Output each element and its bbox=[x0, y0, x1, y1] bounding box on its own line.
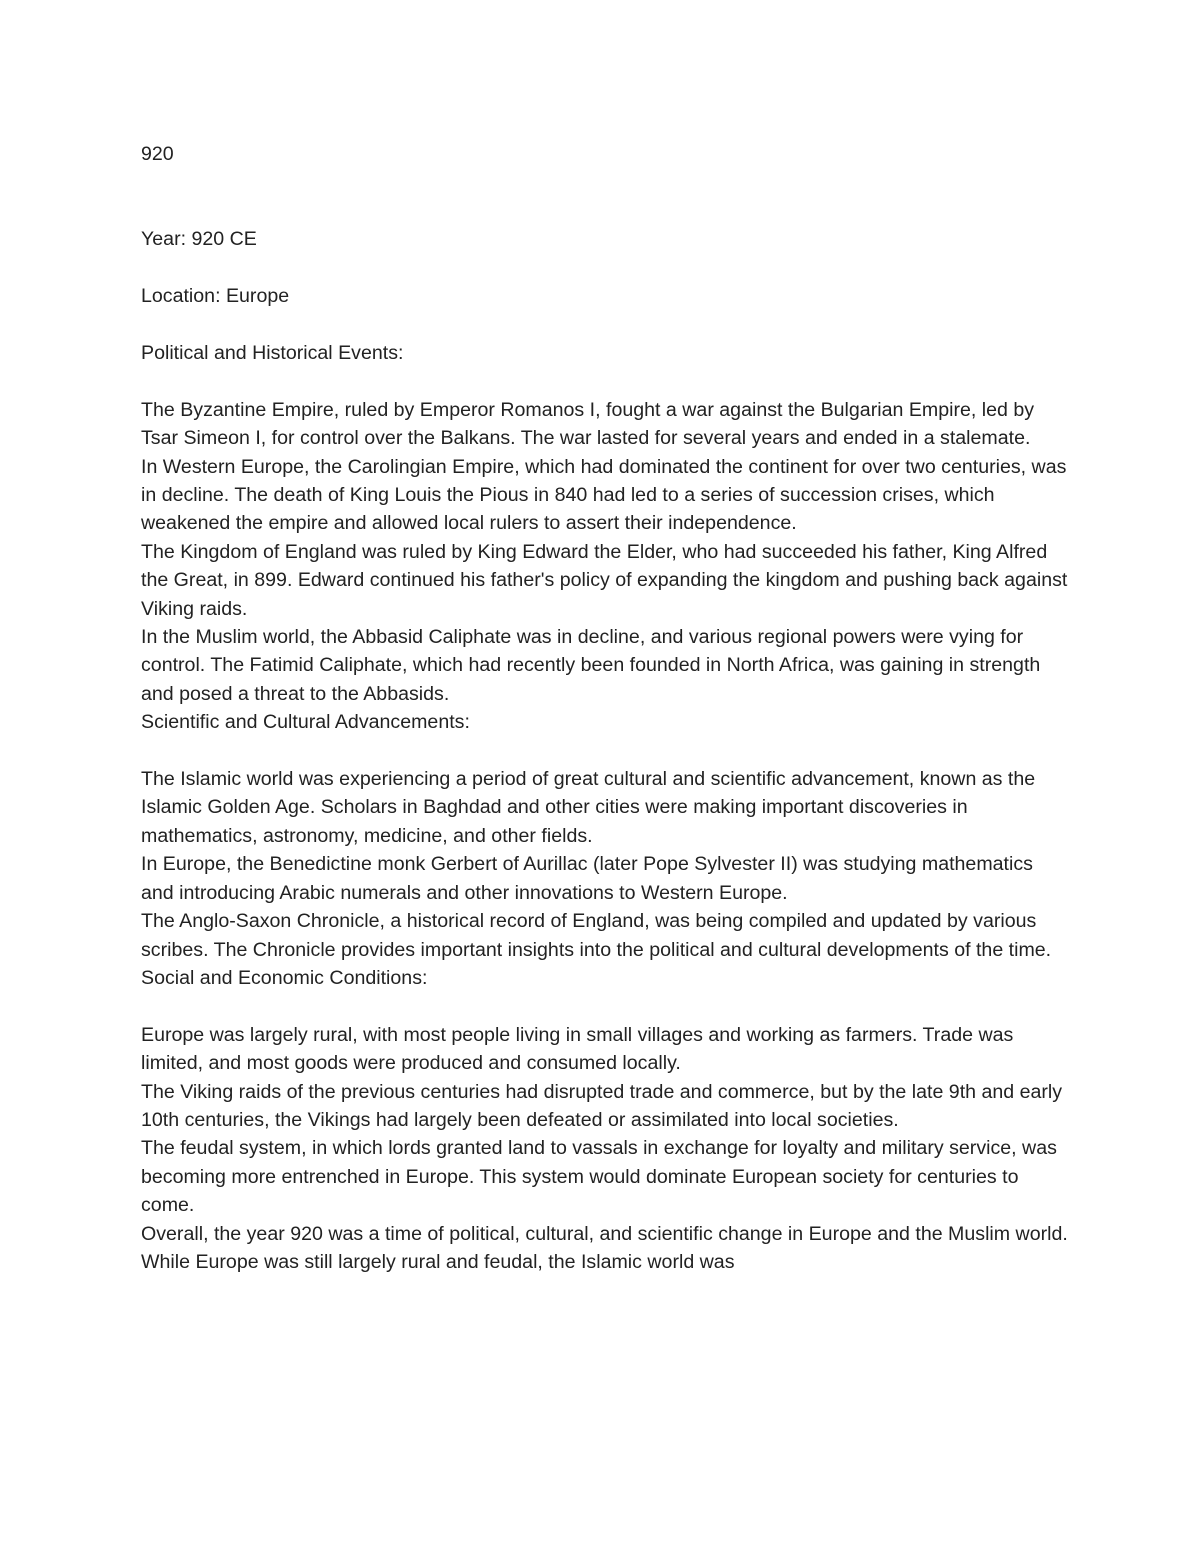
scientific-heading: Scientific and Cultural Advancements: bbox=[141, 711, 470, 734]
scientific-paragraph: The Islamic world was experiencing a period of great cultural and scientific advancement, known as the Islamic Golden Age. Scholars in Baghdad and other cities were making important discoveries in mathematics, astronomy, medicine, and other fields. bbox=[141, 768, 1036, 847]
scientific-paragraph: The Anglo-Saxon Chronicle, a historical record of England, was being compiled and updated by various scribes. The Chronicle provides important insights into the political and cultural developments of the time. bbox=[141, 910, 1052, 961]
scientific-paragraph: In Europe, the Benedictine monk Gerbert of Aurillac (later Pope Sylvester II) was studying mathematics and introducing Arabic numerals and other innovations to Western Europe. bbox=[141, 853, 1033, 904]
social-paragraph: The feudal system, in which lords granted land to vassals in exchange for loyalty and military service, was becoming more entrenched in Europe. This system would dominate European society for centuries to come. bbox=[141, 1137, 1057, 1217]
document-title: 920 bbox=[141, 143, 174, 165]
political-paragraph: In the Muslim world, the Abbasid Caliphate was in decline, and various regional powers were vying for control. The Fatimid Caliphate, which had recently been founded in North Africa, was gaining in strength and posed a threat to the Abbasids. bbox=[141, 626, 1041, 705]
political-paragraph: The Byzantine Empire, ruled by Emperor Romanos I, fought a war against the Bulgarian Empire, led by Tsar Simeon I, for control over the Balkans. The war lasted for several years and ended in a stalemate. bbox=[141, 398, 1035, 450]
social-heading: Social and Economic Conditions: bbox=[141, 966, 428, 989]
social-paragraph: The Viking raids of the previous centuries had disrupted trade and commerce, but by the late 9th and early 10th centuries, the Vikings had largely been defeated or assimilated into local societies. bbox=[141, 1080, 1063, 1131]
political-heading: Political and Historical Events: bbox=[141, 342, 404, 364]
social-paragraph: Europe was largely rural, with most people living in small villages and working as farmers. Trade was limited, and most goods were produced and consumed locally. bbox=[141, 1023, 1014, 1075]
political-paragraph: The Kingdom of England was ruled by King Edward the Elder, who had succeeded his father, King Alfred the Great, in 899. Edward continued his father's policy of expanding the kingdom and pushing back against Viking raids. bbox=[141, 540, 1068, 620]
year-line: Year: 920 CE bbox=[141, 228, 257, 251]
location-line: Location: Europe bbox=[141, 285, 290, 308]
document-body bbox=[141, 140, 1071, 1276]
political-paragraph: In Western Europe, the Carolingian Empire, which had dominated the continent for over two centuries, was in decline. The death of King Louis the Pious in 840 had led to a series of succession crises, which weakened the empire and allowed local rulers to assert their independence. bbox=[141, 455, 1067, 535]
social-paragraph: Overall, the year 920 was a time of political, cultural, and scientific change in Europe and the Muslim world. While Europe was still largely rural and feudal, the Islamic world was bbox=[141, 1222, 1068, 1273]
